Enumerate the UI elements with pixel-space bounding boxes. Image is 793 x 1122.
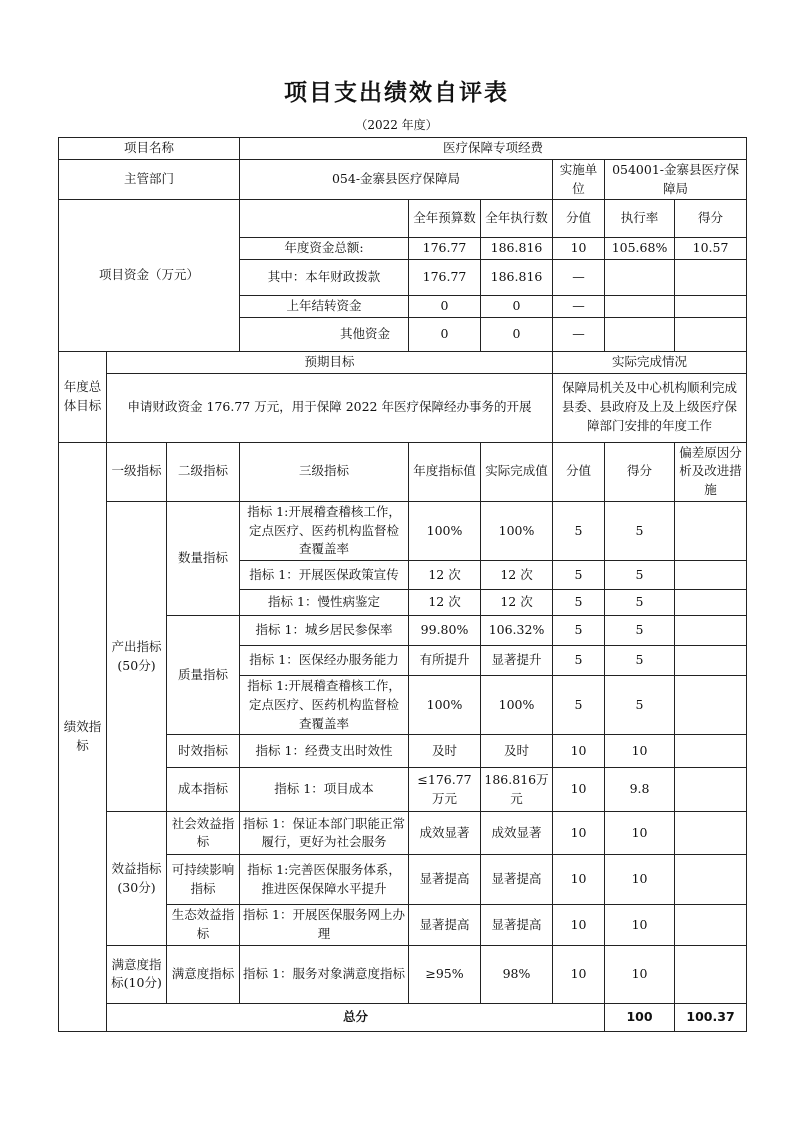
perf-l3: 指标 1:开展稽查稽核工作，定点医疗、医药机构监督检查覆盖率 bbox=[240, 501, 409, 560]
perf-value: 5 bbox=[553, 646, 605, 676]
perf-deviation bbox=[675, 945, 747, 1003]
funds-header-score: 得分 bbox=[675, 200, 747, 238]
perf-target: 显著提高 bbox=[409, 855, 481, 905]
perf-actual: 186.816万元 bbox=[481, 768, 553, 812]
perf-l2-sustainable: 可持续影响指标 bbox=[167, 855, 240, 905]
funds-header-budget: 全年预算数 bbox=[409, 200, 481, 238]
perf-l3: 指标 1：医保经办服务能力 bbox=[240, 646, 409, 676]
perf-score: 5 bbox=[605, 561, 675, 590]
perf-header-row bbox=[59, 442, 747, 501]
year-subtitle: （2022 年度） bbox=[355, 118, 438, 132]
perf-score: 10 bbox=[605, 735, 675, 768]
perf-target: 100% bbox=[409, 676, 481, 735]
dept-value: 054-金寨县医疗保障局 bbox=[240, 159, 553, 200]
funds-row-exec: 0 bbox=[481, 296, 553, 318]
funds-row-value: — bbox=[553, 296, 605, 318]
perf-deviation bbox=[675, 646, 747, 676]
perf-target: 12 次 bbox=[409, 590, 481, 616]
perf-score: 5 bbox=[605, 590, 675, 616]
funds-row-score bbox=[675, 317, 747, 351]
perf-target: 成效显著 bbox=[409, 812, 481, 855]
funds-label: 项目资金（万元） bbox=[59, 200, 240, 352]
project-name-value: 医疗保障专项经费 bbox=[240, 138, 747, 160]
perf-score: 10 bbox=[605, 945, 675, 1003]
funds-row-budget: 176.77 bbox=[409, 238, 481, 260]
project-name-label: 项目名称 bbox=[59, 138, 240, 160]
funds-row-rate: 105.68% bbox=[605, 238, 675, 260]
perf-actual: 12 次 bbox=[481, 561, 553, 590]
perf-score: 5 bbox=[605, 501, 675, 560]
funds-row-score bbox=[675, 296, 747, 318]
project-name-row bbox=[59, 138, 747, 160]
funds-row-name: 年度资金总额: bbox=[240, 238, 409, 260]
perf-header-l1: 一级指标 bbox=[107, 442, 167, 501]
perf-value: 5 bbox=[553, 590, 605, 616]
perf-l2-cost: 成本指标 bbox=[167, 768, 240, 812]
perf-l2-satisfaction: 满意度指标 bbox=[167, 945, 240, 1003]
perf-l2-ecological: 生态效益指标 bbox=[167, 905, 240, 946]
perf-row bbox=[59, 812, 747, 855]
perf-l3: 指标 1：开展医保政策宣传 bbox=[240, 561, 409, 590]
perf-l3: 指标 1：保证本部门职能正常履行，更好为社会服务 bbox=[240, 812, 409, 855]
perf-header-actual: 实际完成值 bbox=[481, 442, 553, 501]
funds-header-value: 分值 bbox=[553, 200, 605, 238]
funds-row-score: 10.57 bbox=[675, 238, 747, 260]
perf-actual: 显著提升 bbox=[481, 646, 553, 676]
perf-l3: 指标 1：开展医保服务网上办理 bbox=[240, 905, 409, 946]
perf-deviation bbox=[675, 590, 747, 616]
perf-l3: 指标 1：城乡居民参保率 bbox=[240, 616, 409, 646]
perf-header-deviation: 偏差原因分析及改进措施 bbox=[675, 442, 747, 501]
perf-deviation bbox=[675, 905, 747, 946]
funds-row-value: — bbox=[553, 317, 605, 351]
perf-score: 5 bbox=[605, 676, 675, 735]
perf-header-score: 得分 bbox=[605, 442, 675, 501]
perf-value: 10 bbox=[553, 735, 605, 768]
funds-row-budget: 0 bbox=[409, 317, 481, 351]
perf-actual: 及时 bbox=[481, 735, 553, 768]
perf-l3: 指标 1：经费支出时效性 bbox=[240, 735, 409, 768]
perf-target: 有所提升 bbox=[409, 646, 481, 676]
funds-row-value: — bbox=[553, 260, 605, 296]
funds-row-exec: 186.816 bbox=[481, 238, 553, 260]
perf-header-target: 年度指标值 bbox=[409, 442, 481, 501]
perf-deviation bbox=[675, 501, 747, 560]
perf-l3: 指标 1：慢性病鉴定 bbox=[240, 590, 409, 616]
perf-l2-timeliness: 时效指标 bbox=[167, 735, 240, 768]
goal-header-row bbox=[59, 351, 747, 373]
funds-header-rate: 执行率 bbox=[605, 200, 675, 238]
perf-l2-quality: 质量指标 bbox=[167, 616, 240, 735]
goal-label: 年度总体目标 bbox=[59, 351, 107, 442]
total-row bbox=[59, 1003, 747, 1031]
perf-value: 5 bbox=[553, 676, 605, 735]
funds-row-rate bbox=[605, 317, 675, 351]
perf-score: 10 bbox=[605, 812, 675, 855]
perf-l3: 指标 1:完善医保服务体系，推进医保保障水平提升 bbox=[240, 855, 409, 905]
funds-header-exec: 全年执行数 bbox=[481, 200, 553, 238]
perf-header-l3: 三级指标 bbox=[240, 442, 409, 501]
perf-target: ≥95% bbox=[409, 945, 481, 1003]
perf-l2-quantity: 数量指标 bbox=[167, 501, 240, 615]
perf-header-l2: 二级指标 bbox=[167, 442, 240, 501]
total-label: 总分 bbox=[107, 1003, 605, 1031]
dept-row bbox=[59, 159, 747, 200]
perf-row bbox=[59, 945, 747, 1003]
perf-target: 12 次 bbox=[409, 561, 481, 590]
perf-target: 100% bbox=[409, 501, 481, 560]
perf-l3: 指标 1：项目成本 bbox=[240, 768, 409, 812]
perf-score: 10 bbox=[605, 905, 675, 946]
goal-actual: 保障局机关及中心机构顺利完成县委、县政府及上及上级医疗保障部门安排的年度工作 bbox=[553, 373, 747, 442]
performance-evaluation-table bbox=[58, 137, 747, 1032]
perf-deviation bbox=[675, 616, 747, 646]
funds-blank-header bbox=[240, 200, 409, 238]
funds-row-name: 其中：本年财政拨款 bbox=[240, 260, 409, 296]
perf-actual: 100% bbox=[481, 501, 553, 560]
perf-actual: 100% bbox=[481, 676, 553, 735]
perf-deviation bbox=[675, 855, 747, 905]
perf-target: 显著提高 bbox=[409, 905, 481, 946]
perf-value: 10 bbox=[553, 768, 605, 812]
perf-actual: 98% bbox=[481, 945, 553, 1003]
perf-target: ≤176.77万元 bbox=[409, 768, 481, 812]
perf-row bbox=[59, 501, 747, 560]
perf-actual: 显著提高 bbox=[481, 905, 553, 946]
funds-row-budget: 0 bbox=[409, 296, 481, 318]
perf-l1-output: 产出指标(50分) bbox=[107, 501, 167, 812]
perf-deviation bbox=[675, 561, 747, 590]
perf-value: 5 bbox=[553, 561, 605, 590]
perf-value: 5 bbox=[553, 501, 605, 560]
funds-row-exec: 0 bbox=[481, 317, 553, 351]
perf-score: 10 bbox=[605, 855, 675, 905]
perf-l2-social: 社会效益指标 bbox=[167, 812, 240, 855]
perf-target: 及时 bbox=[409, 735, 481, 768]
perf-actual: 显著提高 bbox=[481, 855, 553, 905]
impl-value: 054001-金寨县医疗保障局 bbox=[605, 159, 747, 200]
goal-actual-header: 实际完成情况 bbox=[553, 351, 747, 373]
funds-row-value: 10 bbox=[553, 238, 605, 260]
perf-score: 5 bbox=[605, 616, 675, 646]
impl-label: 实施单位 bbox=[553, 159, 605, 200]
perf-label: 绩效指标 bbox=[59, 442, 107, 1031]
perf-value: 10 bbox=[553, 812, 605, 855]
perf-deviation bbox=[675, 812, 747, 855]
funds-row-name: 上年结转资金 bbox=[240, 296, 409, 318]
perf-deviation bbox=[675, 768, 747, 812]
funds-row-budget: 176.77 bbox=[409, 260, 481, 296]
funds-row-name: 其他资金 bbox=[240, 317, 409, 351]
perf-l1-benefit: 效益指标(30分) bbox=[107, 812, 167, 946]
funds-header-row bbox=[59, 200, 747, 238]
dept-label: 主管部门 bbox=[59, 159, 240, 200]
total-score: 100.37 bbox=[675, 1003, 747, 1031]
funds-row-rate bbox=[605, 260, 675, 296]
perf-target: 99.80% bbox=[409, 616, 481, 646]
perf-header-value: 分值 bbox=[553, 442, 605, 501]
perf-l3: 指标 1：服务对象满意度指标 bbox=[240, 945, 409, 1003]
perf-deviation bbox=[675, 735, 747, 768]
perf-deviation bbox=[675, 676, 747, 735]
goal-expected-header: 预期目标 bbox=[107, 351, 553, 373]
perf-l1-satisfaction: 满意度指标(10分) bbox=[107, 945, 167, 1003]
page-title: 项目支出绩效自评表 bbox=[284, 80, 509, 106]
perf-value: 10 bbox=[553, 905, 605, 946]
funds-row-exec: 186.816 bbox=[481, 260, 553, 296]
perf-value: 10 bbox=[553, 945, 605, 1003]
perf-value: 5 bbox=[553, 616, 605, 646]
perf-actual: 12 次 bbox=[481, 590, 553, 616]
goal-content-row bbox=[59, 373, 747, 442]
perf-value: 10 bbox=[553, 855, 605, 905]
funds-row-rate bbox=[605, 296, 675, 318]
perf-actual: 成效显著 bbox=[481, 812, 553, 855]
total-value: 100 bbox=[605, 1003, 675, 1031]
perf-actual: 106.32% bbox=[481, 616, 553, 646]
funds-row-score bbox=[675, 260, 747, 296]
perf-score: 9.8 bbox=[605, 768, 675, 812]
goal-expected: 申请财政资金 176.77 万元，用于保障 2022 年医疗保障经办事务的开展 bbox=[107, 373, 553, 442]
perf-l3: 指标 1:开展稽查稽核工作，定点医疗、医药机构监督检查覆盖率 bbox=[240, 676, 409, 735]
perf-score: 5 bbox=[605, 646, 675, 676]
